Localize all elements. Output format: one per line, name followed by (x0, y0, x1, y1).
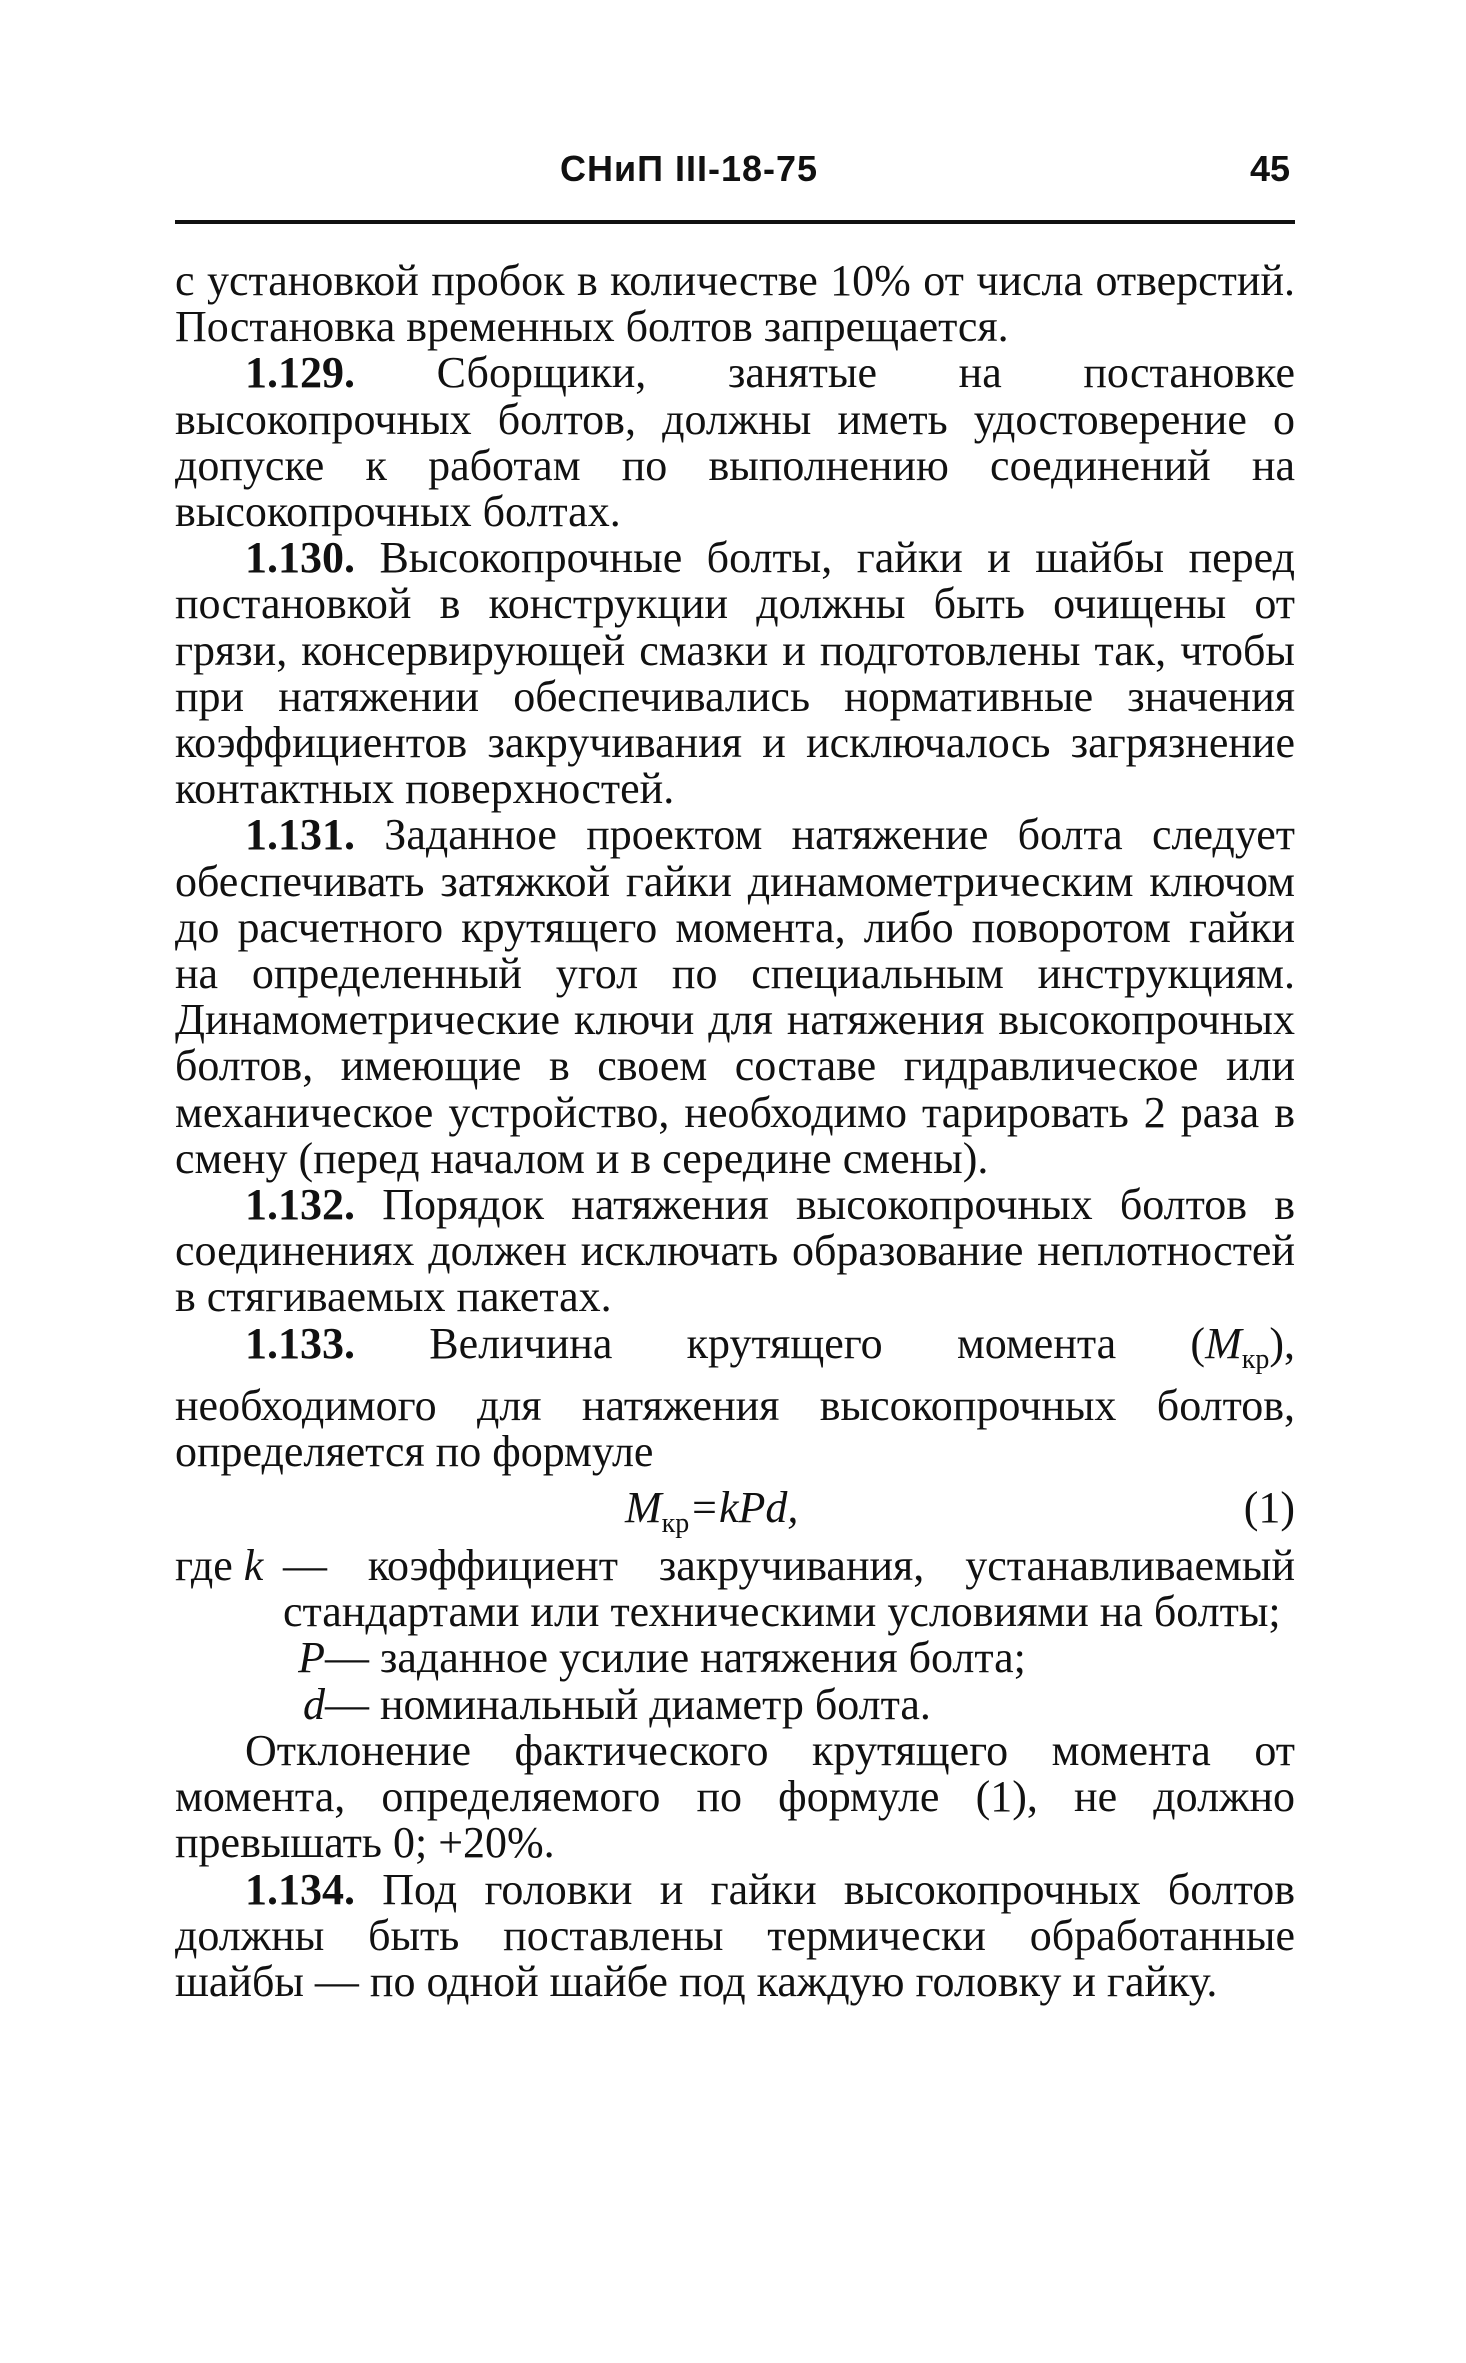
clause-number: 1.130. (245, 533, 355, 583)
continuation-paragraph: с установкой пробок в количестве 10% от числа отверстий. Постановка временных болтов запрещается. (175, 256, 1295, 352)
clause-number: 1.134. (245, 1864, 355, 1914)
where-definition: — номинальный диаметр болта. (325, 1679, 931, 1729)
where-definition: — заданное усилие натяжения болта; (325, 1633, 1026, 1683)
formula-expression (625, 1485, 798, 1547)
where-item-k (175, 1543, 1295, 1635)
clause-text: Порядок натяжения высокопрочных болтов в соединениях должен исключать образование неплотностей в стягиваемых пакетах. (175, 1180, 1295, 1322)
where-item-p (175, 1635, 1295, 1681)
formula-block (175, 1479, 1295, 1539)
torque-symbol: M (1205, 1318, 1242, 1368)
clause-text: ), необходимого для натяжения высокопрочных болтов, определяется по формуле (175, 1318, 1295, 1476)
formula-lhs: M (625, 1483, 662, 1533)
clause-text: Заданное проектом натяжение болта следует обеспечивать затяжкой гайки динамометрическим ключом до расчетного крутящего момента, либо поворотом гайки на определенный угол по специальным инструкциям. Динамометрические ключи для натяжения высокопрочных болтов, имеющие в своем составе гидравлическое или механическое устройство, необходимо тарировать 2 раза в смену (перед началом и в середине смены). (175, 810, 1295, 1183)
where-definition: — коэффициент закручивания, устанавливаемый стандартами или техническими условиями на болты; (283, 1541, 1295, 1637)
where-lead (175, 1679, 325, 1729)
formula-lhs-subscript: кр (661, 1507, 690, 1539)
header-rule (175, 220, 1295, 224)
where-lead (175, 1635, 325, 1681)
clause-text: Величина крутящего момента ( (355, 1318, 1206, 1368)
clause-number: 1.129. (245, 348, 355, 398)
page-body (175, 258, 1295, 2005)
where-word: где (175, 1541, 233, 1591)
deviation-paragraph: Отклонение фактического крутящего момента от момента, определяемого по формуле (1), не должно превышать 0; +20%. (175, 1725, 1295, 1868)
torque-subscript: кр (1241, 1343, 1270, 1375)
symbol-k: k (243, 1541, 264, 1591)
formula-rhs: =kPd, (689, 1483, 799, 1533)
page-number: 45 (1250, 148, 1291, 189)
clause-number: 1.131. (245, 810, 355, 860)
clause-1-133 (175, 1318, 1295, 1476)
clause-1-131 (175, 812, 1295, 1182)
clause-text: Высокопрочные болты, гайки и шайбы перед постановкой в конструкции должны быть очищены от грязи, консервирующей смазки и подготовлены так, чтобы при натяжении обеспечивались нормативные значения коэффициентов закручивания и исключалось загрязнение контактных поверхностей. (175, 533, 1295, 814)
where-item-d (175, 1679, 1295, 1729)
symbol-d: d (303, 1679, 325, 1729)
symbol-p: P (298, 1633, 325, 1683)
formula-number: (1) (1243, 1483, 1295, 1533)
document-code: СНиП III-18-75 (560, 148, 819, 189)
clause-1-134 (175, 1864, 1295, 2006)
clause-text: Сборщики, занятые на постановке высокопрочных болтов, должны иметь удостоверение о допуске к работам по выполнению соединений на высокопрочных болтах. (175, 348, 1295, 537)
clause-number: 1.133. (245, 1318, 355, 1368)
clause-1-129 (175, 350, 1295, 535)
clause-number: 1.132. (245, 1180, 355, 1230)
clause-1-130 (175, 535, 1295, 812)
clause-text: Под головки и гайки высокопрочных болтов должны быть поставлены термически обработанные шайбы — по одной шайбе под каждую головку и гайку. (175, 1864, 1295, 2006)
page-header (0, 148, 1466, 198)
clause-1-132 (175, 1182, 1295, 1321)
